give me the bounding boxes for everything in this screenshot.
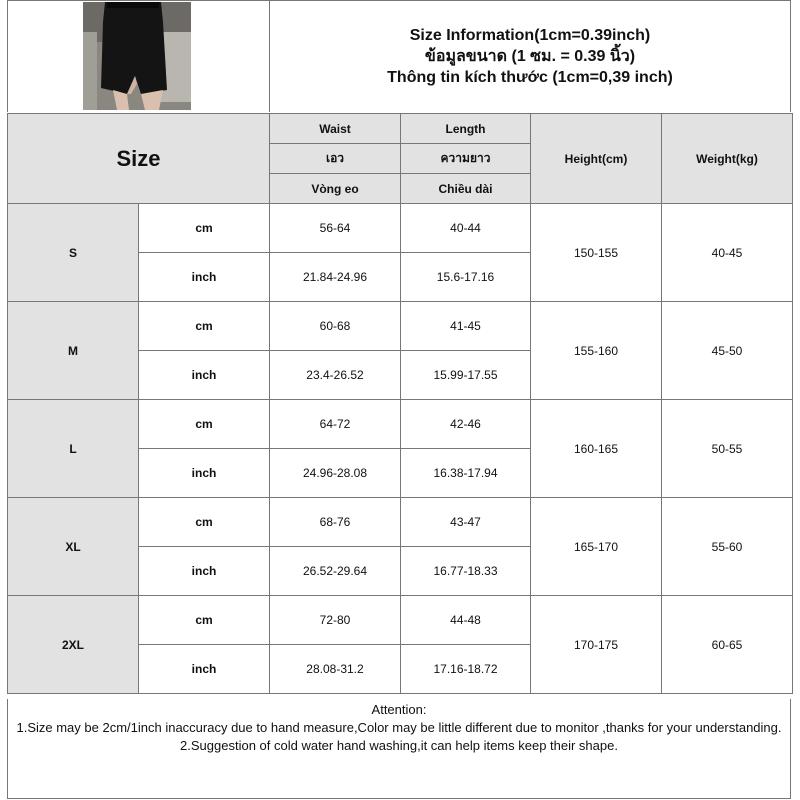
waist-inch: 21.84-24.96 — [270, 253, 401, 302]
unit-cm: cm — [139, 302, 270, 351]
length-inch: 16.38-17.94 — [401, 449, 531, 498]
size-label: M — [8, 302, 139, 400]
size-info-title — [270, 0, 790, 112]
waist-inch: 24.96-28.08 — [270, 449, 401, 498]
unit-cm: cm — [139, 498, 270, 547]
waist-inch: 26.52-29.64 — [270, 547, 401, 596]
size-chart-table — [7, 113, 793, 694]
unit-inch: inch — [139, 253, 270, 302]
size-label: S — [8, 204, 139, 302]
weight-range: 60-65 — [662, 596, 793, 694]
length-cm: 44-48 — [401, 596, 531, 645]
length-inch: 16.77-18.33 — [401, 547, 531, 596]
waist-inch: 28.08-31.2 — [270, 645, 401, 694]
waist-cm: 64-72 — [270, 400, 401, 449]
length-cm: 40-44 — [401, 204, 531, 253]
unit-cm: cm — [139, 596, 270, 645]
table-row — [8, 498, 793, 547]
size-label: L — [8, 400, 139, 498]
waist-header-th: เอว — [270, 144, 401, 174]
waist-header-vi: Vòng eo — [270, 174, 401, 204]
table-row — [8, 400, 793, 449]
height-range: 150-155 — [531, 204, 662, 302]
unit-cm: cm — [139, 204, 270, 253]
weight-range: 50-55 — [662, 400, 793, 498]
size-label: 2XL — [8, 596, 139, 694]
height-header: Height(cm) — [531, 114, 662, 204]
table-row — [8, 204, 793, 253]
length-header-vi: Chiều dài — [401, 174, 531, 204]
length-header-th: ความยาว — [401, 144, 531, 174]
length-cm: 41-45 — [401, 302, 531, 351]
length-cm: 43-47 — [401, 498, 531, 547]
unit-inch: inch — [139, 547, 270, 596]
table-row — [8, 302, 793, 351]
size-header: Size — [8, 114, 270, 204]
weight-header: Weight(kg) — [662, 114, 793, 204]
height-range: 160-165 — [531, 400, 662, 498]
table-row — [8, 596, 793, 645]
attention-title: Attention: — [371, 702, 427, 717]
height-range: 170-175 — [531, 596, 662, 694]
length-header-en: Length — [401, 114, 531, 144]
length-inch: 17.16-18.72 — [401, 645, 531, 694]
attention-line-2: 2.Suggestion of cold water hand washing,it can help items keep their shape. — [180, 738, 618, 753]
weight-range: 45-50 — [662, 302, 793, 400]
waist-cm: 60-68 — [270, 302, 401, 351]
waist-header-en: Waist — [270, 114, 401, 144]
waist-cm: 56-64 — [270, 204, 401, 253]
unit-inch: inch — [139, 645, 270, 694]
attention-line-1: 1.Size may be 2cm/1inch inaccuracy due to hand measure,Color may be little different due to monitor ,thanks for your understanding. — [16, 720, 782, 735]
length-inch: 15.6-17.16 — [401, 253, 531, 302]
title-thai: ข้อมูลขนาด (1 ซม. = 0.39 นิ้ว) — [424, 47, 636, 65]
weight-range: 55-60 — [662, 498, 793, 596]
waist-cm: 68-76 — [270, 498, 401, 547]
weight-range: 40-45 — [662, 204, 793, 302]
waist-cm: 72-80 — [270, 596, 401, 645]
size-label: XL — [8, 498, 139, 596]
waist-inch: 23.4-26.52 — [270, 351, 401, 400]
title-vietnamese: Thông tin kích thước (1cm=0,39 inch) — [387, 68, 673, 86]
length-cm: 42-46 — [401, 400, 531, 449]
unit-inch: inch — [139, 351, 270, 400]
attention-note — [7, 699, 791, 799]
height-range: 165-170 — [531, 498, 662, 596]
height-range: 155-160 — [531, 302, 662, 400]
unit-cm: cm — [139, 400, 270, 449]
product-photo — [83, 2, 191, 110]
title-english: Size Information(1cm=0.39inch) — [409, 26, 651, 44]
unit-inch: inch — [139, 449, 270, 498]
length-inch: 15.99-17.55 — [401, 351, 531, 400]
